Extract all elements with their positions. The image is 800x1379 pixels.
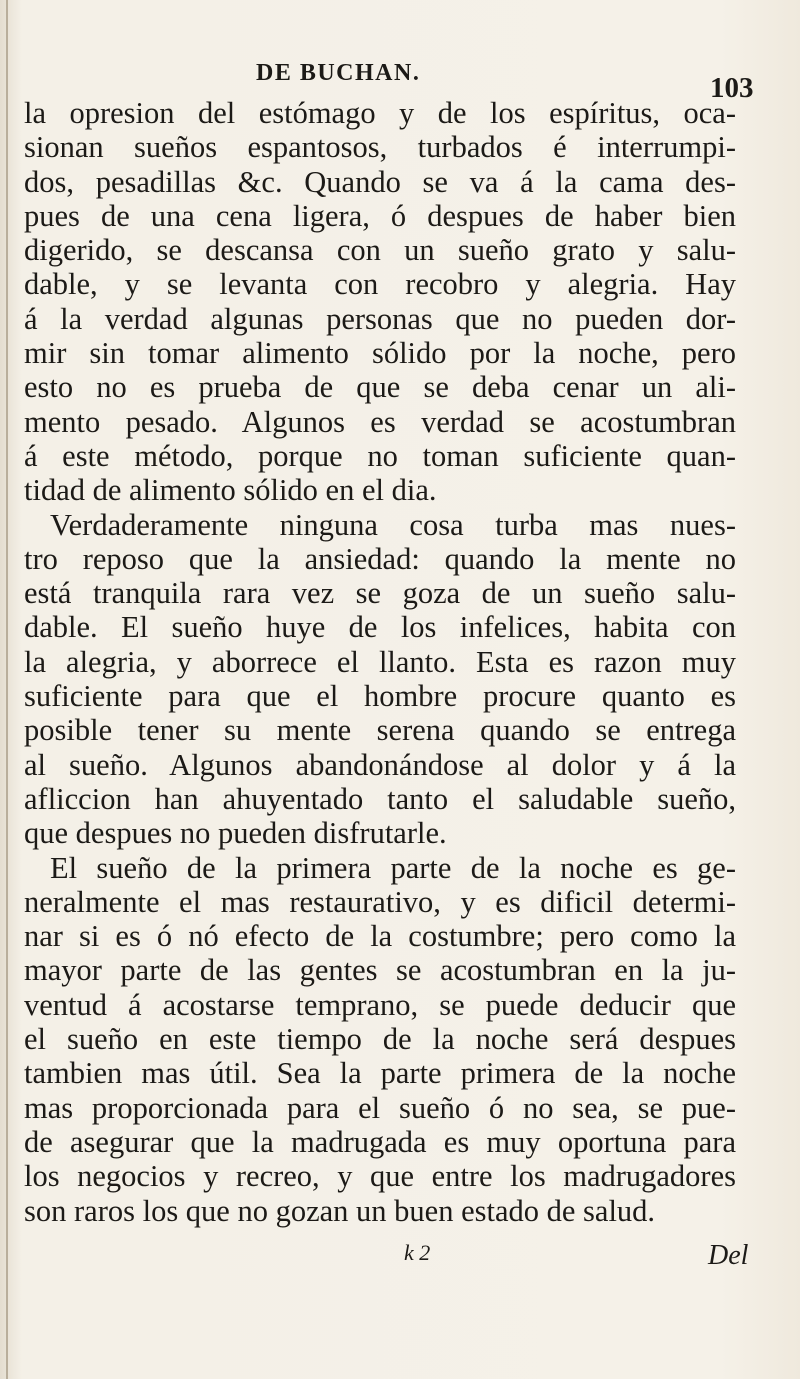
text-line: neralmente el mas restaurativo, y es dificil determi- xyxy=(24,884,736,919)
text-line: nar si es ó nó efecto de la costumbre; pero como la xyxy=(24,919,736,954)
text-line: mas proporcionada para el sueño ó no sea, se pue- xyxy=(24,1090,736,1125)
text-line: ventud á acostarse temprano, se puede deducir que xyxy=(24,987,736,1022)
page-footer xyxy=(0,1240,800,1280)
paragraph xyxy=(24,851,736,1228)
text-line: pues de una cena ligera, ó despues de haber bien xyxy=(24,198,736,233)
text-line: tidad de alimento sólido en el dia. xyxy=(24,473,437,508)
text-line: los negocios y recreo, y que entre los madrugadores xyxy=(24,1159,736,1194)
text-line: mir sin tomar alimento sólido por la noche, pero xyxy=(24,336,736,371)
text-line: Verdaderamente ninguna cosa turba mas nues- xyxy=(50,507,736,542)
text-line: esto no es prueba de que se deba cenar un ali- xyxy=(24,370,736,405)
text-line: sionan sueños espantosos, turbados é interrumpi- xyxy=(24,130,736,165)
text-line: á la verdad algunas personas que no pueden dor- xyxy=(24,301,736,336)
text-line: tro reposo que la ansiedad: quando la mente no xyxy=(24,541,736,576)
text-line: al sueño. Algunos abandonándose al dolor y á la xyxy=(24,747,736,782)
text-line: suficiente para que el hombre procure quanto es xyxy=(24,679,736,714)
text-line: son raros los que no gozan un buen estado de salud. xyxy=(24,1193,656,1228)
text-line: dable, y se levanta con recobro y alegria. Hay xyxy=(24,267,736,302)
text-line: posible tener su mente serena quando se entrega xyxy=(24,713,736,748)
text-line: dos, pesadillas &c. Quando se va á la cama des- xyxy=(24,164,736,199)
page-header xyxy=(0,58,800,104)
text-line: la alegria, y aborrece el llanto. Esta es razon muy xyxy=(24,644,736,679)
paragraph xyxy=(24,508,736,851)
text-line: á este método, porque no toman suficiente quan- xyxy=(24,438,736,473)
text-line: el sueño en este tiempo de la noche será despues xyxy=(24,1022,736,1057)
text-line: digerido, se descansa con un sueño grato y salu- xyxy=(24,233,736,268)
text-line: dable. El sueño huye de los infelices, habita con xyxy=(24,610,736,645)
text-line: está tranquila rara vez se goza de un sueño salu- xyxy=(24,576,736,611)
text-line: que despues no pueden disfrutarle. xyxy=(24,816,447,851)
catchword: Del xyxy=(708,1240,749,1271)
text-line: mayor parte de las gentes se acostumbran en la ju- xyxy=(24,953,736,988)
text-line: afliccion han ahuyentado tanto el saludable sueño, xyxy=(24,781,736,816)
signature-mark: k 2 xyxy=(404,1240,431,1265)
paragraph xyxy=(24,96,736,508)
page-number: 103 xyxy=(710,72,754,104)
running-title: DE BUCHAN. xyxy=(256,60,421,86)
text-line: de asegurar que la madrugada es muy oportuna para xyxy=(24,1124,736,1159)
text-line: la opresion del estómago y de los espíritus, oca- xyxy=(24,96,736,130)
text-line: mento pesado. Algunos es verdad se acostumbran xyxy=(24,404,736,439)
body-text xyxy=(24,96,736,1228)
text-line: El sueño de la primera parte de la noche es ge- xyxy=(50,850,736,885)
page-gutter-edge xyxy=(6,0,8,1379)
text-line: tambien mas útil. Sea la parte primera de la noche xyxy=(24,1056,736,1091)
